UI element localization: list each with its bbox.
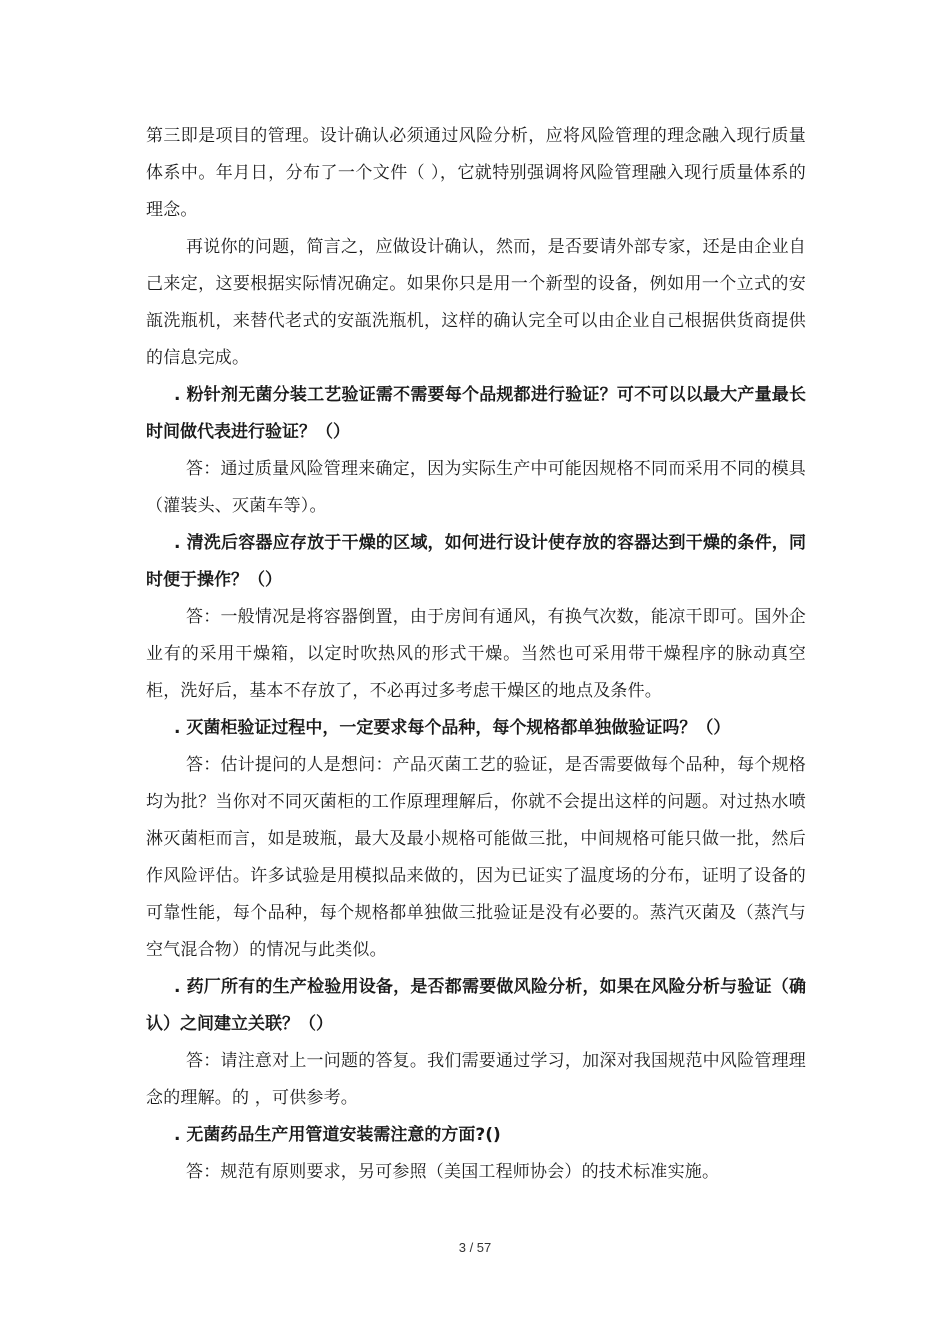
question-heading: . 粉针剂无菌分装工艺验证需不需要每个品规都进行验证？可不可以以最大产量最长时间做代表进行验证？（）	[146, 385, 806, 442]
question-heading: . 药厂所有的生产检验用设备，是否都需要做风险分析，如果在风险分析与验证（确认）之间建立关联？（）	[146, 977, 806, 1034]
question-heading: . 清洗后容器应存放于干燥的区域，如何进行设计使存放的容器达到干燥的条件，同时便于操作？（）	[146, 533, 806, 590]
answer-paragraph: 答：一般情况是将容器倒置，由于房间有通风，有换气次数，能凉干即可。国外企业有的采用干燥箱，以定时吹热风的形式干燥。当然也可采用带干燥程序的脉动真空柜，洗好后，基本不存放了，不必再过多考虑干燥区的地点及条件。	[146, 607, 806, 701]
paragraph: 第三即是项目的管理。设计确认必须通过风险分析，应将风险管理的理念融入现行质量体系中。年月日，分布了一个文件（ ），它就特别强调将风险管理融入现行质量体系的理念。	[146, 126, 806, 220]
answer-paragraph: 答：请注意对上一问题的答复。我们需要通过学习，加深对我国规范中风险管理理念的理解。的 ，可供参考。	[146, 1051, 806, 1108]
answer-paragraph: 答：通过质量风险管理来确定，因为实际生产中可能因规格不同而采用不同的模具（灌装头、灭菌车等）。	[146, 459, 806, 516]
paragraph: 再说你的问题，简言之，应做设计确认，然而，是否要请外部专家，还是由企业自己来定，这要根据实际情况确定。如果你只是用一个新型的设备，例如用一个立式的安瓿洗瓶机，来替代老式的安瓿洗瓶机，这样的确认完全可以由企业自己根据供货商提供的信息完成。	[146, 237, 806, 368]
answer-paragraph: 答：估计提问的人是想问：产品灭菌工艺的验证，是否需要做每个品种，每个规格均为批？当你对不同灭菌柜的工作原理理解后，你就不会提出这样的问题。对过热水喷淋灭菌柜而言，如是玻瓶，最大及最小规格可能做三批，中间规格可能只做一批，然后作风险评估。许多试验是用模拟品来做的，因为已证实了温度场的分布，证明了设备的可靠性能，每个品种，每个规格都单独做三批验证是没有必要的。蒸汽灭菌及（蒸汽与空气混合物）的情况与此类似。	[146, 755, 806, 960]
question-heading: . 灭菌柜验证过程中，一定要求每个品种，每个规格都单独做验证吗？（）	[174, 718, 731, 738]
question-heading: . 无菌药品生产用管道安装需注意的方面?()	[174, 1125, 501, 1145]
answer-paragraph: 答：规范有原则要求，另可参照（美国工程师协会）的技术标准实施。	[186, 1162, 720, 1182]
document-body	[146, 118, 806, 1191]
page-number: 3 / 57	[458, 1240, 492, 1255]
